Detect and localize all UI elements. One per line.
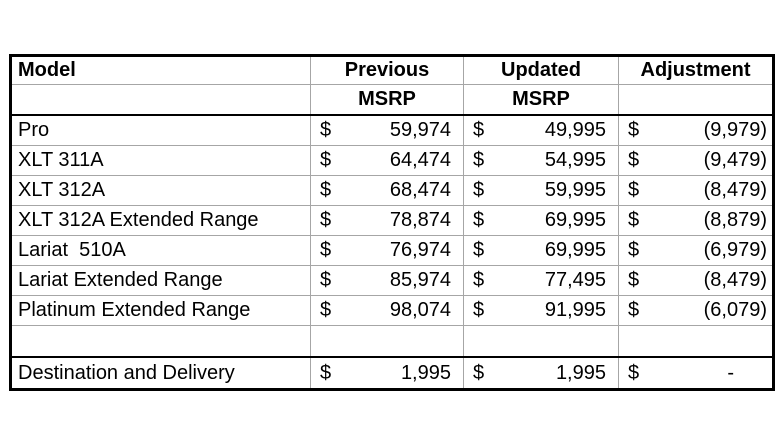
previous-msrp-cell — [311, 236, 464, 266]
amount-value: 98,074 — [389, 299, 451, 321]
updated-msrp-cell-empty — [464, 326, 619, 358]
header-updated: Updated — [464, 56, 619, 85]
amount-value: 91,995 — [544, 299, 606, 321]
updated-msrp-cell — [464, 206, 619, 236]
adjustment-cell — [619, 236, 774, 266]
adjustment-cell — [619, 357, 774, 390]
adjustment-cell — [619, 206, 774, 236]
header-previous-msrp: MSRP — [311, 85, 464, 116]
amount-value: (9,979) — [703, 119, 767, 141]
updated-msrp-cell — [464, 146, 619, 176]
amount-value: - — [727, 361, 734, 384]
previous-msrp-cell — [311, 296, 464, 326]
header-previous: Previous — [311, 56, 464, 85]
adjustment-cell — [619, 176, 774, 206]
amount-value: 64,474 — [389, 149, 451, 171]
dollar-sign: $ — [628, 239, 640, 261]
adjustment-cell — [619, 115, 774, 146]
dollar-sign: $ — [473, 361, 485, 384]
amount-value: (6,979) — [703, 239, 767, 261]
amount-value: 76,974 — [389, 239, 451, 261]
dollar-sign: $ — [628, 179, 640, 201]
dollar-sign: $ — [628, 209, 640, 231]
amount-value: 68,474 — [389, 179, 451, 201]
amount-value: 1,995 — [555, 361, 606, 384]
amount-value: 85,974 — [389, 269, 451, 291]
msrp-adjustment-table — [9, 54, 775, 391]
amount-value: (8,879) — [703, 209, 767, 231]
table-row-lariat-extended-range — [11, 266, 774, 296]
amount-value: 54,995 — [544, 149, 606, 171]
previous-msrp-cell — [311, 206, 464, 236]
table-row-platinum-extended-range — [11, 296, 774, 326]
updated-msrp-cell — [464, 176, 619, 206]
model-cell: Lariat Extended Range — [11, 266, 311, 296]
dollar-sign: $ — [628, 361, 640, 384]
dollar-sign: $ — [628, 299, 640, 321]
updated-msrp-cell — [464, 357, 619, 390]
amount-value: 78,874 — [389, 209, 451, 231]
dollar-sign: $ — [320, 269, 332, 291]
table-row-lariat-510a — [11, 236, 774, 266]
dollar-sign: $ — [473, 149, 485, 171]
dollar-sign: $ — [628, 119, 640, 141]
amount-value: (6,079) — [703, 299, 767, 321]
table-row-xlt-311a — [11, 146, 774, 176]
amount-value: (9,479) — [703, 149, 767, 171]
dollar-sign: $ — [320, 179, 332, 201]
adjustment-cell-empty — [619, 326, 774, 358]
header-adjustment-sub — [619, 85, 774, 116]
dollar-sign: $ — [628, 269, 640, 291]
previous-msrp-cell — [311, 115, 464, 146]
previous-msrp-cell — [311, 266, 464, 296]
dollar-sign: $ — [320, 209, 332, 231]
model-cell: Lariat 510A — [11, 236, 311, 266]
model-cell: Pro — [11, 115, 311, 146]
model-cell: Platinum Extended Range — [11, 296, 311, 326]
previous-msrp-cell — [311, 146, 464, 176]
dollar-sign: $ — [473, 209, 485, 231]
table-row-pro — [11, 115, 774, 146]
header-row-1 — [11, 56, 774, 85]
model-cell: XLT 311A — [11, 146, 311, 176]
adjustment-cell — [619, 146, 774, 176]
previous-msrp-cell-empty — [311, 326, 464, 358]
header-row-2 — [11, 85, 774, 116]
updated-msrp-cell — [464, 266, 619, 296]
adjustment-cell — [619, 296, 774, 326]
dollar-sign: $ — [473, 119, 485, 141]
dollar-sign: $ — [320, 361, 332, 384]
model-cell: Destination and Delivery — [11, 357, 311, 390]
amount-value: 69,995 — [544, 239, 606, 261]
previous-msrp-cell — [311, 176, 464, 206]
amount-value: (8,479) — [703, 179, 767, 201]
amount-value: 77,495 — [544, 269, 606, 291]
model-cell-empty — [11, 326, 311, 358]
header-updated-msrp: MSRP — [464, 85, 619, 116]
dollar-sign: $ — [320, 299, 332, 321]
header-model-sub — [11, 85, 311, 116]
dollar-sign: $ — [628, 149, 640, 171]
model-cell: XLT 312A Extended Range — [11, 206, 311, 236]
amount-value: 59,995 — [544, 179, 606, 201]
updated-msrp-cell — [464, 115, 619, 146]
updated-msrp-cell — [464, 296, 619, 326]
amount-value: 49,995 — [544, 119, 606, 141]
table-row-destination-and-delivery — [11, 357, 774, 390]
dollar-sign: $ — [320, 239, 332, 261]
model-cell: XLT 312A — [11, 176, 311, 206]
dollar-sign: $ — [473, 269, 485, 291]
amount-value: (8,479) — [703, 269, 767, 291]
dollar-sign: $ — [320, 149, 332, 171]
table-row-xlt-312a-extended-range — [11, 206, 774, 236]
header-model: Model — [11, 56, 311, 85]
amount-value: 69,995 — [544, 209, 606, 231]
dollar-sign: $ — [320, 119, 332, 141]
dollar-sign: $ — [473, 239, 485, 261]
amount-value: 1,995 — [400, 361, 451, 384]
header-adjustment: Adjustment — [619, 56, 774, 85]
previous-msrp-cell — [311, 357, 464, 390]
adjustment-cell — [619, 266, 774, 296]
updated-msrp-cell — [464, 236, 619, 266]
dollar-sign: $ — [473, 179, 485, 201]
amount-value: 59,974 — [389, 119, 451, 141]
spacer-row — [11, 326, 774, 358]
dollar-sign: $ — [473, 299, 485, 321]
table-row-xlt-312a — [11, 176, 774, 206]
